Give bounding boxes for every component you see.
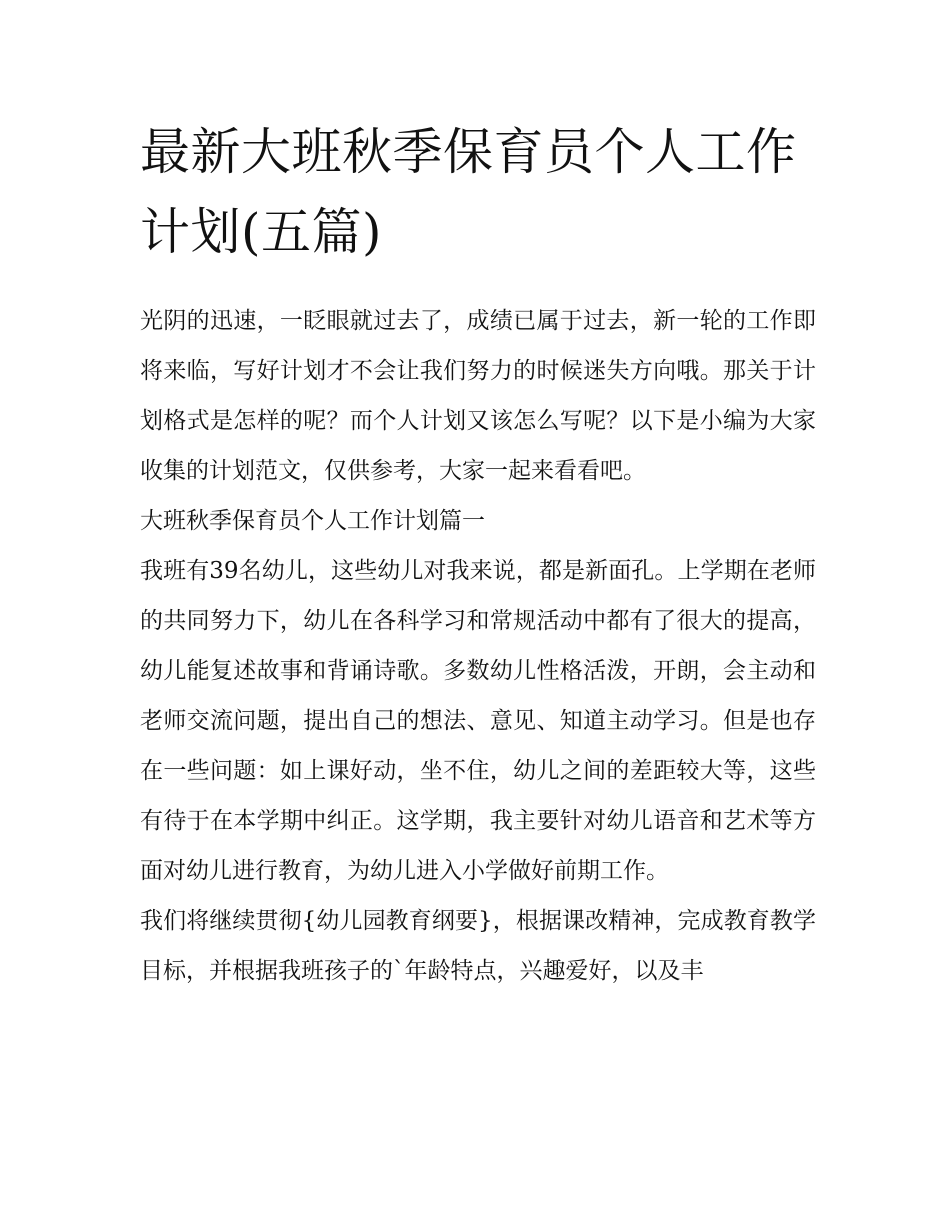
document-title: 最新大班秋季保育员个人工作计划(五篇) [140,123,797,261]
section-heading: 大班秋季保育员个人工作计划篇一 [140,508,485,534]
body-paragraph-2: 我们将继续贯彻{幼儿园教育纲要}，根据课改精神，完成教育教学目标，并根据我班孩子的`年龄特点，兴趣爱好，以及丰 [140,908,816,984]
document-page [140,112,816,996]
intro-paragraph: 光阴的迅速，一眨眼就过去了，成绩已属于过去，新一轮的工作即将来临，写好计划才不会让我们努力的时候迷失方向哦。那关于计划格式是怎样的呢？而个人计划又该怎么写呢？以下是小编为大家收集的计划范文，仅供参考，大家一起来看看吧。 [140,308,816,484]
document-body [140,296,816,996]
body-paragraph-1: 我班有39名幼儿，这些幼儿对我来说，都是新面孔。上学期在老师的共同努力下，幼儿在各科学习和常规活动中都有了很大的提高，幼儿能复述故事和背诵诗歌。多数幼儿性格活泼，开朗，会主动和老师交流问题，提出自己的想法、意见、知道主动学习。但是也存在一些问题：如上课好动，坐不住，幼儿之间的差距较大等，这些有待于在本学期中纠正。这学期，我主要针对幼儿语音和艺术等方面对幼儿进行教育，为幼儿进入小学做好前期工作。 [140,558,816,884]
